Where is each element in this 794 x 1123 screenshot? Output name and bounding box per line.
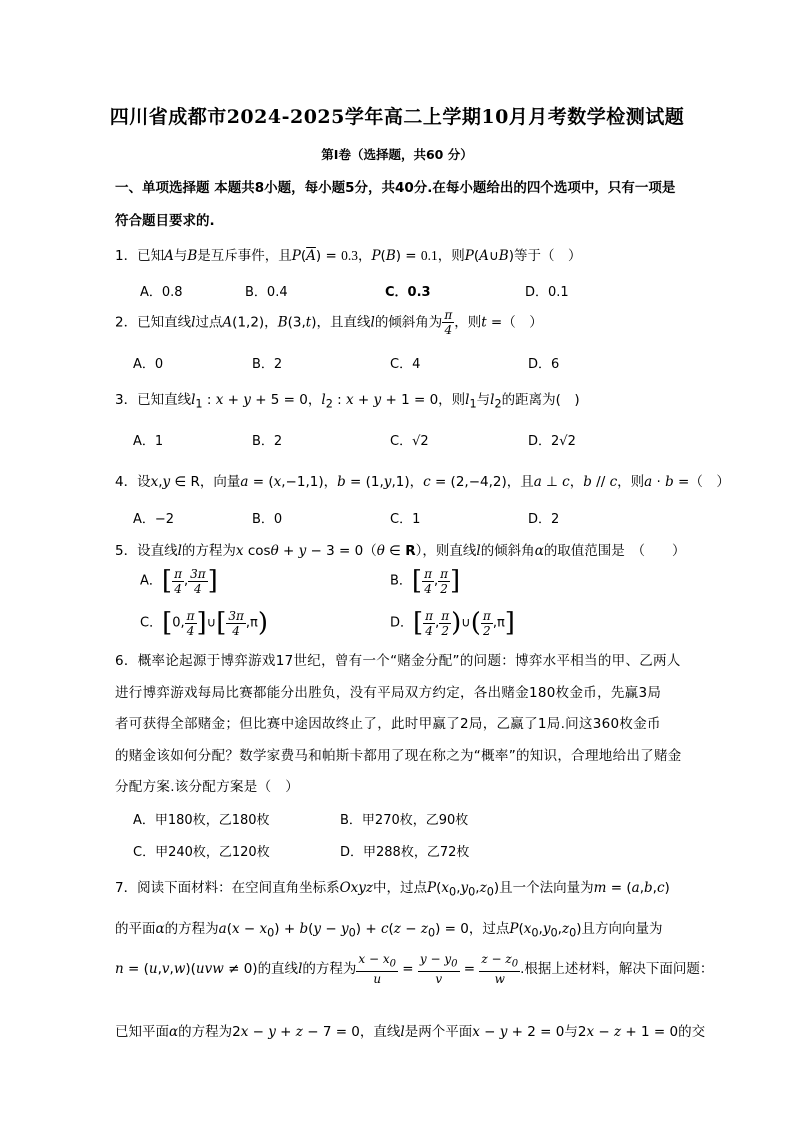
q3-option-c[interactable]: C．√2 <box>390 434 429 449</box>
q4-option-b[interactable]: B．0 <box>252 512 283 527</box>
q6-line-2: 进行博弈游戏每局比赛都能分出胜负，没有平局双方约定，各出赌金180枚金币，先赢3局 <box>115 684 662 701</box>
q5-option-a[interactable]: A．[ $\frac{\pi}{4}$ , $\frac{3\pi}{4}$ ] <box>140 566 218 596</box>
question-6-stem <box>115 646 687 804</box>
q4-option-c[interactable]: C．1 <box>390 512 421 527</box>
q2-option-d[interactable]: D．6 <box>528 357 560 372</box>
q6-option-d[interactable]: D．甲288枚，乙72枚 <box>340 845 470 860</box>
q6-line-1: 6．概率论起源于博弈游戏17世纪，曾有一个“赌金分配”的问题：博弈水平相当的甲、乙两人 <box>115 653 681 669</box>
question-5-stem: 5．设直线l的方程为x cosθ + y − 3 = 0（θ ∈ R），则直线l的倾斜角α的取值范围是 （ ） <box>115 543 686 559</box>
q6-option-c[interactable]: C．甲240枚，乙120枚 <box>133 845 270 860</box>
q3-option-d[interactable]: D．2√2 <box>528 434 576 449</box>
page-subtitle: 第Ⅰ卷（选择题，共60 分） <box>321 147 473 162</box>
q6-line-5: 分配方案.该分配方案是（ ） <box>115 779 299 795</box>
q4-option-a[interactable]: A．−2 <box>133 512 175 527</box>
question-7-line-3: n = (u,v,w)(uvw ≠ 0)的直线l的方程为 $\frac{x - x_0}{u}$ = $\frac{y - y_0}{v}$ = $\frac{z - z_0}{w}$ .根据上述材料，解决下面问题： <box>115 952 714 987</box>
q1-option-b[interactable]: B．0.4 <box>245 285 288 300</box>
page-title: 四川省成都市2024-2025学年高二上学期10月月考数学检测试题 <box>109 106 685 128</box>
question-7-line-1: 7．阅读下面材料：在空间直角坐标系Oxyz中，过点$P(x_0,y_0,z_0)$且一个法向量为m = (a,b,c) <box>115 880 670 899</box>
q2-option-b[interactable]: B．2 <box>252 357 283 372</box>
question-3-stem: 3．已知直线$l_1$ : x + y + 5 = 0，$l_2$ : x + y + 1 = 0，则$l_1$与$l_2$的距离为( ) <box>115 392 580 411</box>
q1-option-a[interactable]: A．0.8 <box>140 285 183 300</box>
q1-option-c[interactable]: C．0.3 <box>385 285 431 300</box>
question-4-stem: 4．设x,y ∈ R，向量a = (x,−1,1)，b = (1,y,1)，c = (2,−4,2)，且a ⊥ c，b // c，则a · b =（ ） <box>115 474 730 490</box>
q6-line-3: 者可获得全部赌金；但比赛中途因故终止了，此时甲赢了2局，乙赢了1局.问这360枚金币 <box>115 716 661 732</box>
q2-option-a[interactable]: A．0 <box>133 357 164 372</box>
q6-line-4: 的赌金该如何分配？数学家费马和帕斯卡都用了现在称之为“概率”的知识，合理地给出了赌金 <box>115 747 682 764</box>
section-heading: 一、单项选择题 本题共8小题，每小题5分，共40分.在每小题给出的四个选项中，只有一项是符合题目要求的. <box>115 180 676 229</box>
q5-option-c[interactable]: C．[0, $\frac{\pi}{4}$ ]∪[ $\frac{3\pi}{4}$ ,π) <box>140 608 269 638</box>
q3-option-a[interactable]: A．1 <box>133 434 164 449</box>
q5-option-b[interactable]: B．[ $\frac{\pi}{4}$ , $\frac{\pi}{2}$ ] <box>390 566 461 596</box>
question-7-line-4: 已知平面α的方程为2x − y + z − 7 = 0，直线l是两个平面x − y + 2 = 0与2x − z + 1 = 0的交 <box>115 1024 706 1040</box>
q5-option-d[interactable]: D．[ $\frac{\pi}{4}$ , $\frac{\pi}{2}$ )∪( $\frac{\pi}{2}$ ,π] <box>390 608 515 638</box>
q6-option-a[interactable]: A．甲180枚，乙180枚 <box>133 813 270 828</box>
q4-option-d[interactable]: D．2 <box>528 512 560 527</box>
q3-option-b[interactable]: B．2 <box>252 434 283 449</box>
q2-option-c[interactable]: C．4 <box>390 357 421 372</box>
question-2-stem: 2．已知直线l过点A(1,2)，B(3,t)，且直线l的倾斜角为 $\frac{\pi}{4}$ ，则t =（ ） <box>115 308 543 337</box>
question-1-stem: 1．已知A与B是互斥事件，且$P(\overline{A}) = 0.3$，P(B) = 0.1，则P(A∪B)等于（ ） <box>115 248 582 264</box>
question-7-line-2: 的平面α的方程为$a(x - x_0) + b(y - y_0) + c(z - z_0) = 0$，过点$P(x_0,y_0,z_0)$且方向向量为 <box>115 921 663 940</box>
q1-option-d[interactable]: D．0.1 <box>525 285 569 300</box>
q6-option-b[interactable]: B．甲270枚，乙90枚 <box>340 813 469 828</box>
